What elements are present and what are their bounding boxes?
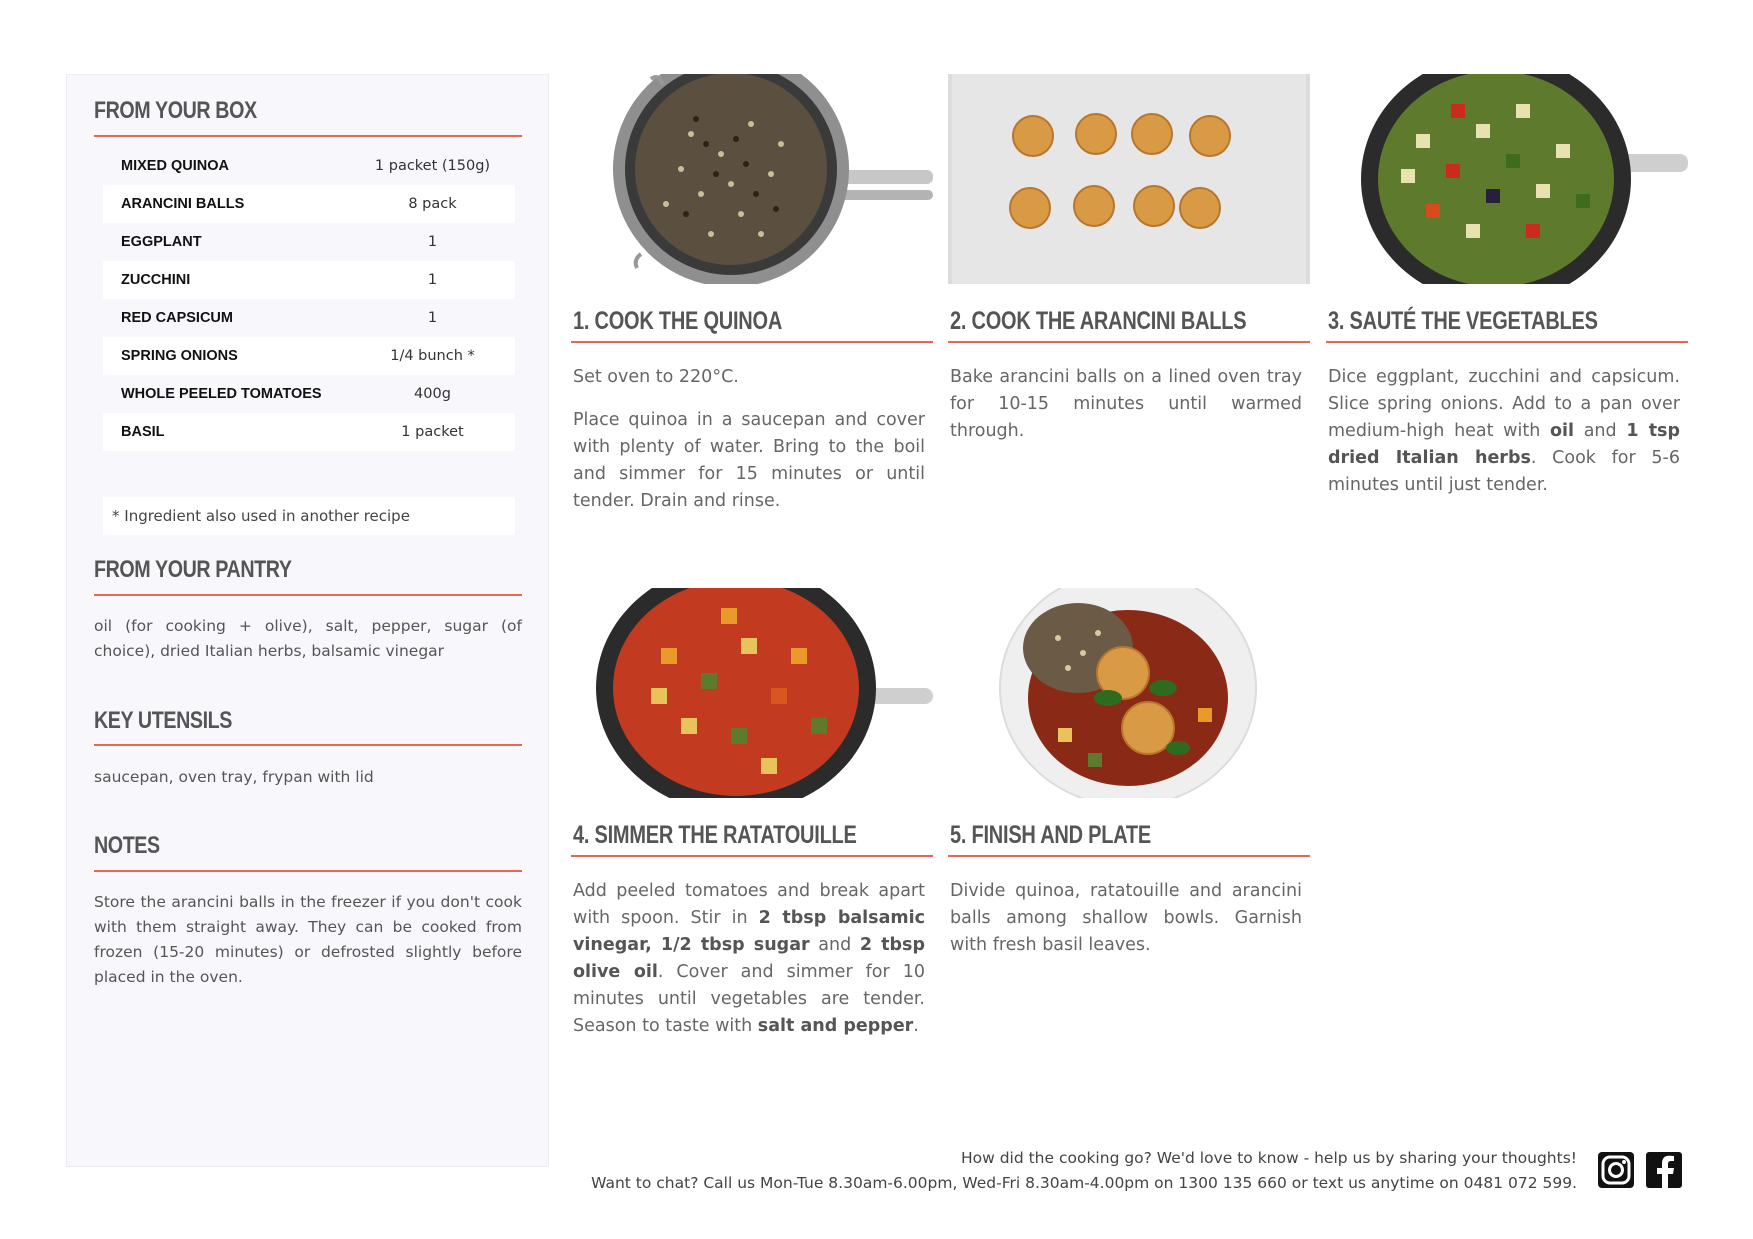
ingredient-row — [103, 147, 515, 185]
ingredient-highlight: 1 tsp dried Italian herbs — [1328, 421, 1681, 468]
step-text: Set oven to 220°C. — [573, 367, 739, 387]
pantry-text: oil (for cooking + olive), salt, pepper, sugar (of choice), dried Italian herbs, balsamic vinegar — [94, 617, 522, 660]
ingredient-row — [103, 413, 515, 451]
step-divider — [571, 855, 933, 857]
feedback-text: How did the cooking go? We'd love to know - help us by sharing your thoughts! — [960, 1149, 1577, 1167]
ingredient-name: ZUCCHINI — [121, 272, 191, 288]
step-instructions — [950, 878, 1302, 975]
notes-text: Store the arancini balls in the freezer if you don't cook with them straight away. They can be cooked from frozen (15-20 minutes) or defrosted slightly before placed in the oven. — [94, 893, 522, 986]
ingredient-row — [103, 223, 515, 261]
ingredient-highlight: 2 tbsp olive oil — [573, 935, 925, 982]
step-text: Divide quinoa, ratatouille and arancini balls among shallow bowls. Garnish with fresh basil leaves. — [950, 881, 1302, 955]
ingredient-name: BASIL — [121, 424, 165, 440]
ingredient-name: WHOLE PEELED TOMATOES — [121, 386, 322, 402]
ingredient-highlight: salt and pepper — [757, 1016, 914, 1036]
step-instructions — [573, 364, 925, 531]
step-text: Bake arancini balls on a lined oven tray for 10-15 minutes until warmed through. — [950, 367, 1302, 441]
plated-dish-photo — [948, 588, 1310, 798]
utensils-text: saucepan, oven tray, frypan with lid — [94, 768, 374, 786]
step-instructions — [950, 364, 1302, 461]
ingredient-name: MIXED QUINOA — [121, 158, 229, 174]
ingredient-name: SPRING ONIONS — [121, 348, 238, 364]
step-text: Place quinoa in a saucepan and cover with plenty of water. Bring to the boil and simmer for 15 minutes or until tender. Drain and rinse. — [573, 410, 925, 511]
ingredient-qty: 1 — [427, 272, 438, 288]
step-instructions — [573, 878, 925, 1056]
ingredient-name: ARANCINI BALLS — [121, 196, 245, 212]
section-divider — [94, 594, 522, 596]
section-divider — [94, 744, 522, 746]
ingredient-qty: 1 — [427, 310, 438, 326]
ingredient-row — [103, 337, 515, 375]
ingredient-highlight: oil — [1550, 421, 1575, 441]
step-divider — [948, 855, 1310, 857]
ingredient-qty: 1 packet — [401, 424, 464, 440]
contact-text: Want to chat? Call us Mon-Tue 8.30am-6.00pm, Wed-Fri 8.30am-4.00pm on 1300 135 660 or text us anytime on 0481 072 599. — [591, 1174, 1577, 1192]
step-text: Dice eggplant, zucchini and capsicum. Slice spring onions. Add to a pan over medium-high heat with oil and 1 tsp dried Italian herbs. Cook for 5-6 minutes until just tender. — [1328, 367, 1681, 495]
ingredient-row — [103, 299, 515, 337]
sauteed-vegetables-photo — [1326, 74, 1688, 284]
ingredient-row — [103, 375, 515, 413]
ingredient-qty: 1 — [427, 234, 438, 250]
instagram-icon[interactable] — [1598, 1152, 1634, 1188]
ingredient-row — [103, 185, 515, 223]
section-divider — [94, 135, 522, 137]
ingredient-footnote: * Ingredient also used in another recipe — [103, 497, 515, 535]
step-title: 3. SAUTÉ THE VEGETABLES — [1328, 307, 1598, 335]
ingredient-qty: 1/4 bunch * — [390, 348, 475, 364]
quinoa-strainer-photo — [571, 74, 933, 284]
ingredients-table — [103, 147, 515, 451]
step-title: 5. FINISH AND PLATE — [950, 821, 1152, 849]
step-divider — [1326, 341, 1688, 343]
ingredient-name: RED CAPSICUM — [121, 310, 233, 326]
step-title: 1. COOK THE QUINOA — [573, 307, 783, 335]
step-text: Add peeled tomatoes and break apart with spoon. Stir in 2 tbsp balsamic vinegar, 1/2 tbsp sugar and 2 tbsp olive oil. Cover and simmer for 10 minutes until vegetables are tender. Season to taste with salt and pepper. — [573, 881, 925, 1036]
notes-title: NOTES — [94, 832, 160, 859]
step-divider — [948, 341, 1310, 343]
ratatouille-pan-photo — [571, 588, 933, 798]
step-title: 4. SIMMER THE RATATOUILLE — [573, 821, 857, 849]
ingredient-highlight: 2 tbsp balsamic vinegar, 1/2 tbsp sugar — [573, 908, 925, 955]
social-icons — [1598, 1152, 1682, 1188]
ingredient-name: EGGPLANT — [121, 234, 202, 250]
step-instructions — [1328, 364, 1680, 515]
from-your-pantry-title: FROM YOUR PANTRY — [94, 556, 292, 583]
step-title: 2. COOK THE ARANCINI BALLS — [950, 307, 1247, 335]
ingredient-qty: 8 pack — [408, 196, 457, 212]
step-divider — [571, 341, 933, 343]
ingredient-row — [103, 261, 515, 299]
arancini-tray-photo — [948, 74, 1310, 284]
section-divider — [94, 870, 522, 872]
footer — [591, 1146, 1577, 1196]
key-utensils-title: KEY UTENSILS — [94, 707, 232, 734]
from-your-box-title: FROM YOUR BOX — [94, 97, 257, 124]
facebook-icon[interactable] — [1646, 1152, 1682, 1188]
ingredient-qty: 400g — [414, 386, 451, 402]
ingredient-qty: 1 packet (150g) — [374, 158, 491, 174]
ingredients-sidebar — [66, 74, 549, 1167]
